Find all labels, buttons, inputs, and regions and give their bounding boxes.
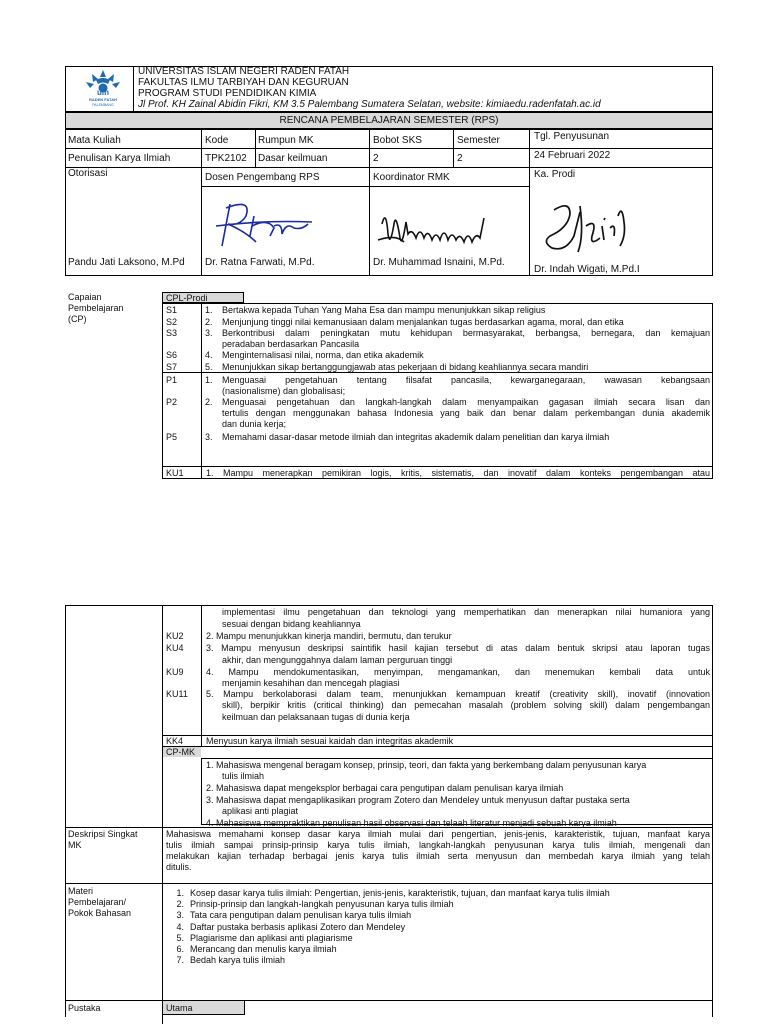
code-s1: S1: [166, 305, 178, 315]
s2-num: 2.: [205, 317, 213, 327]
code-ku2: KU2: [166, 631, 184, 641]
cpmk-1a: 1. Mahasiswa mengenal beragam konsep, prinsip, teori, dan fakta yang berkembang dalam penyusunan karya: [206, 760, 647, 770]
label-koordinator: Koordinator RMK: [373, 172, 450, 183]
tgl-value: 24 Februari 2022: [534, 150, 611, 161]
signer-isnaini: Dr. Muhammad Isnaini, M.Pd.: [373, 257, 505, 268]
ku1-text: 1. Mampu menerapkan pemikiran logis, kritis, sistematis, dan inovatif dalam konteks pengembangan atau: [206, 468, 710, 478]
university-logo: [78, 67, 128, 111]
s6-text: Menginternalisasi nilai, norma, dan etika akademik: [222, 350, 424, 360]
label-semester: Semester: [457, 135, 500, 146]
pustaka-label: Pustaka: [68, 1003, 101, 1013]
signature-isnaini: [376, 204, 496, 254]
code-s2: S2: [166, 317, 178, 327]
cpmk-label: CP-MK: [166, 747, 195, 757]
semester-value: 2: [457, 153, 463, 164]
code-ku9: KU9: [166, 667, 184, 677]
logo-text-palembang: PALEMBANG: [92, 103, 114, 107]
s6-num: 4.: [205, 350, 213, 360]
p5-num: 3.: [205, 432, 213, 442]
list-item: 6. Merancang dan menulis karya ilmiah: [176, 944, 337, 955]
cpl-prodi-label: CPL-Prodi: [166, 293, 208, 303]
signer-ratna: Dr. Ratna Farwati, M.Pd.: [205, 257, 315, 268]
code-p5: P5: [166, 432, 178, 442]
code-s3: S3: [166, 328, 178, 338]
list-item: 5. Plagiarisme dan aplikasi anti plagiarisme: [176, 932, 353, 943]
mk-value: Penulisan Karya Ilmiah: [68, 153, 171, 164]
cpmk-3b: aplikasi anti plagiat: [222, 806, 299, 816]
label-tgl: Tgl. Penyusunan: [534, 131, 610, 142]
label-rumpun: Rumpun MK: [258, 135, 314, 146]
ku4-text-a: 3. Mampu menyusun deskripsi saintifik hasil kajian tersebut di atas dalam bentuk skripsi atau laporan tugas: [206, 643, 710, 653]
desk-line-4: ditulis.: [166, 862, 192, 872]
logo-text-uin: uin: [97, 88, 109, 97]
desk-line-1: Mahasiswa memahami konsep dasar karya ilmiah mulai dari pengertian, jenis-jenis, karakteristik, tujuan, manfaat karya: [166, 829, 710, 839]
label-otorisasi: Otorisasi: [68, 168, 108, 179]
s7-num: 5.: [205, 362, 213, 372]
signer-pandu: Pandu Jati Laksono, M.Pd: [68, 257, 185, 268]
list-item: 4. Daftar pustaka berbasis aplikasi Zotero dan Mendeley: [176, 921, 406, 932]
s3-num: 3.: [205, 328, 213, 338]
code-s6: S6: [166, 350, 178, 360]
cp-label-2: Pembelajaran: [68, 303, 124, 313]
code-p2: P2: [166, 397, 178, 407]
ku1-cont-1: implementasi ilmu pengetahuan dan teknologi yang memperhatikan dan menerapkan nilai humaniora yang: [222, 607, 710, 617]
p1-text-a: Menguasai pengetahuan tentang filsafat pancasila, kewarganegaraan, wawasan kebangsaan: [222, 375, 710, 385]
cpmk-1b: tulis ilmiah: [222, 771, 265, 781]
s3-text: Berkontribusi dalam peningkatan mutu kehidupan bermasyarakat, berbangsa, bernegara, dan kemajuan: [222, 328, 710, 338]
s2-text: Menjunjung tinggi nilai kemanusiaan dalam menjalankan tugas berdasarkan agama, moral, dan etika: [222, 317, 624, 327]
kk4-text: Menyusun karya ilmiah sesuai kaidah dan integritas akademik: [206, 736, 454, 746]
university-name: UNIVERSITAS ISLAM NEGERI RADEN FATAH: [138, 66, 350, 77]
ku4-text-b: akhir, dan mengunggahnya dalam laman perguruan tinggi: [222, 655, 453, 665]
ku2-text: 2. Mampu menunjukkan kinerja mandiri, bermutu, dan terukur: [206, 631, 452, 641]
address: Jl Prof. KH Zainal Abidin Fikri, KM 3.5 Palembang Sumatera Selatan, website: kimiaedu.radenfatah.ac.id: [138, 99, 601, 110]
ku9-text-b: menjamin kesahihan dan mencegah plagiasi: [222, 678, 400, 688]
s1-num: 1.: [205, 305, 213, 315]
cpmk-2: 2. Mahasiswa dapat mengeksplor berbagai cara pengutipan dalam penulisan karya ilmiah: [206, 783, 564, 793]
signature-indah: [540, 196, 635, 258]
code-kk4: KK4: [166, 736, 184, 746]
utama-label: Utama: [166, 1003, 193, 1013]
label-kaprodi: Ka. Prodi: [534, 169, 576, 180]
desk-line-2: tulis ilmiah sampai prinsip-prinsip karya tulis ilmiah, langkah-langkah penyusunan karya tulis ilmiah, mengenali dan: [166, 840, 710, 850]
list-item: 7. Bedah karya tulis ilmiah: [176, 955, 286, 966]
p2-num: 2.: [205, 397, 213, 407]
code-p1: P1: [166, 375, 178, 385]
bobot-value: 2: [373, 153, 379, 164]
p1-num: 1.: [205, 375, 213, 385]
materi-label-1: Materi: [68, 886, 94, 896]
code-ku4: KU4: [166, 643, 184, 653]
list-item: 1. Kosep dasar karya tulis ilmiah: Pengertian, jenis-jenis, karakteristik, tujuan, dan manfaat karya tulis ilmiah: [176, 888, 610, 898]
cp-label-3: (CP): [68, 314, 87, 324]
p5-text: Memahami dasar-dasar metode ilmiah dan integritas akademik dalam penelitian dan karya ilmiah: [222, 432, 610, 442]
ku1-cont-2: sesuai dengan bidang keahliannya: [222, 619, 361, 629]
page-1: [0, 0, 768, 492]
label-mata-kuliah: Mata Kuliah: [68, 135, 121, 146]
ku11-text-a: 5. Mampu berkolaborasi dalam team, menunjukkan kemampuan kreatif (creativity skill), inovatif (innovation: [206, 689, 710, 699]
label-dosen-pengembang: Dosen Pengembang RPS: [205, 172, 320, 183]
s7-text: Menunjukkan sikap bertanggungjawab atas pekerjaan di bidang keahliannya secara mandiri: [222, 362, 589, 372]
code-ku11: KU11: [166, 689, 188, 699]
s1-text: Bertakwa kepada Tuhan Yang Maha Esa dan mampu menunjukkan sikap religius: [222, 305, 546, 315]
label-bobot: Bobot SKS: [373, 135, 422, 146]
materi-list: [170, 888, 710, 966]
p2-text-b: tertulis dengan menggunakan bahasa Indonesia yang baik dan benar dalam perkembangan dunia akademik: [222, 408, 710, 418]
desk-label-1: Deskripsi Singkat: [68, 829, 138, 839]
ku9-text-a: 4. Mampu mendokumentasikan, menyimpan, mengamankan, dan menemukan kembali data untuk: [206, 667, 710, 677]
p2-text-a: Menguasai pengetahuan dan langkah-langkah dalam menyampaikan gagasan ilmiah secara lisan dan: [222, 397, 710, 407]
list-item: 3. Tata cara pengutipan dalam penulisan karya tulis ilmiah: [176, 910, 412, 921]
program-name: PROGRAM STUDI PENDIDIKAN KIMIA: [138, 88, 317, 99]
list-item: 2. Prinsip-prinsip dan langkah-langkah penyusunan karya tulis ilmiah: [176, 899, 454, 910]
desk-line-3: melakukan kajian terhadap berbagai jenis karya tulis ilmiah serta menyusun dan membedah karya ilmiah yang telah: [166, 851, 710, 861]
p2-text-c: dan dunia kerja;: [222, 419, 287, 429]
label-kode: Kode: [205, 135, 229, 146]
code-ku1: KU1: [166, 468, 184, 478]
ku11-text-b: skill), berpikir kritis (critical thinking) dan pemecahan masalah (problem solving skill) dalam pengembangan: [222, 700, 710, 710]
signature-ratna: [212, 196, 317, 254]
p1-text-b: (nasionalisme) dan globalisasi;: [222, 386, 346, 396]
materi-label-2: Pembelajaran/: [68, 897, 127, 907]
doc-title: RENCANA PEMBELAJARAN SEMESTER (RPS): [279, 115, 499, 126]
desk-label-2: MK: [68, 840, 82, 850]
code-s7: S7: [166, 362, 178, 372]
signer-indah: Dr. Indah Wigati, M.Pd.I: [534, 264, 640, 275]
kode-value: TPK2102: [205, 153, 247, 164]
cp-label-1: Capaian: [68, 292, 102, 302]
page-2: [0, 600, 768, 1024]
rumpun-value: Dasar keilmuan: [258, 153, 328, 164]
materi-label-3: Pokok Bahasan: [68, 908, 132, 918]
cpmk-4: 4. Mahasiswa mempraktikan penulisan hasil observasi dan telaah literatur menjadi sebuah karya ilmiah: [206, 818, 617, 828]
logo-text-raden-fatah: RADEN FATAH: [88, 97, 118, 102]
faculty-name: FAKULTAS ILMU TARBIYAH DAN KEGURUAN: [138, 77, 349, 88]
s3-text-2: peradaban berdasarkan Pancasila: [222, 339, 360, 349]
ku11-text-c: keilmuan dan pelaksanaan tugas di dunia kerja: [222, 712, 410, 722]
cpmk-3a: 3. Mahasiswa dapat mengaplikasikan program Zotero dan Mendeley untuk menyusun daftar pustaka serta: [206, 795, 630, 805]
